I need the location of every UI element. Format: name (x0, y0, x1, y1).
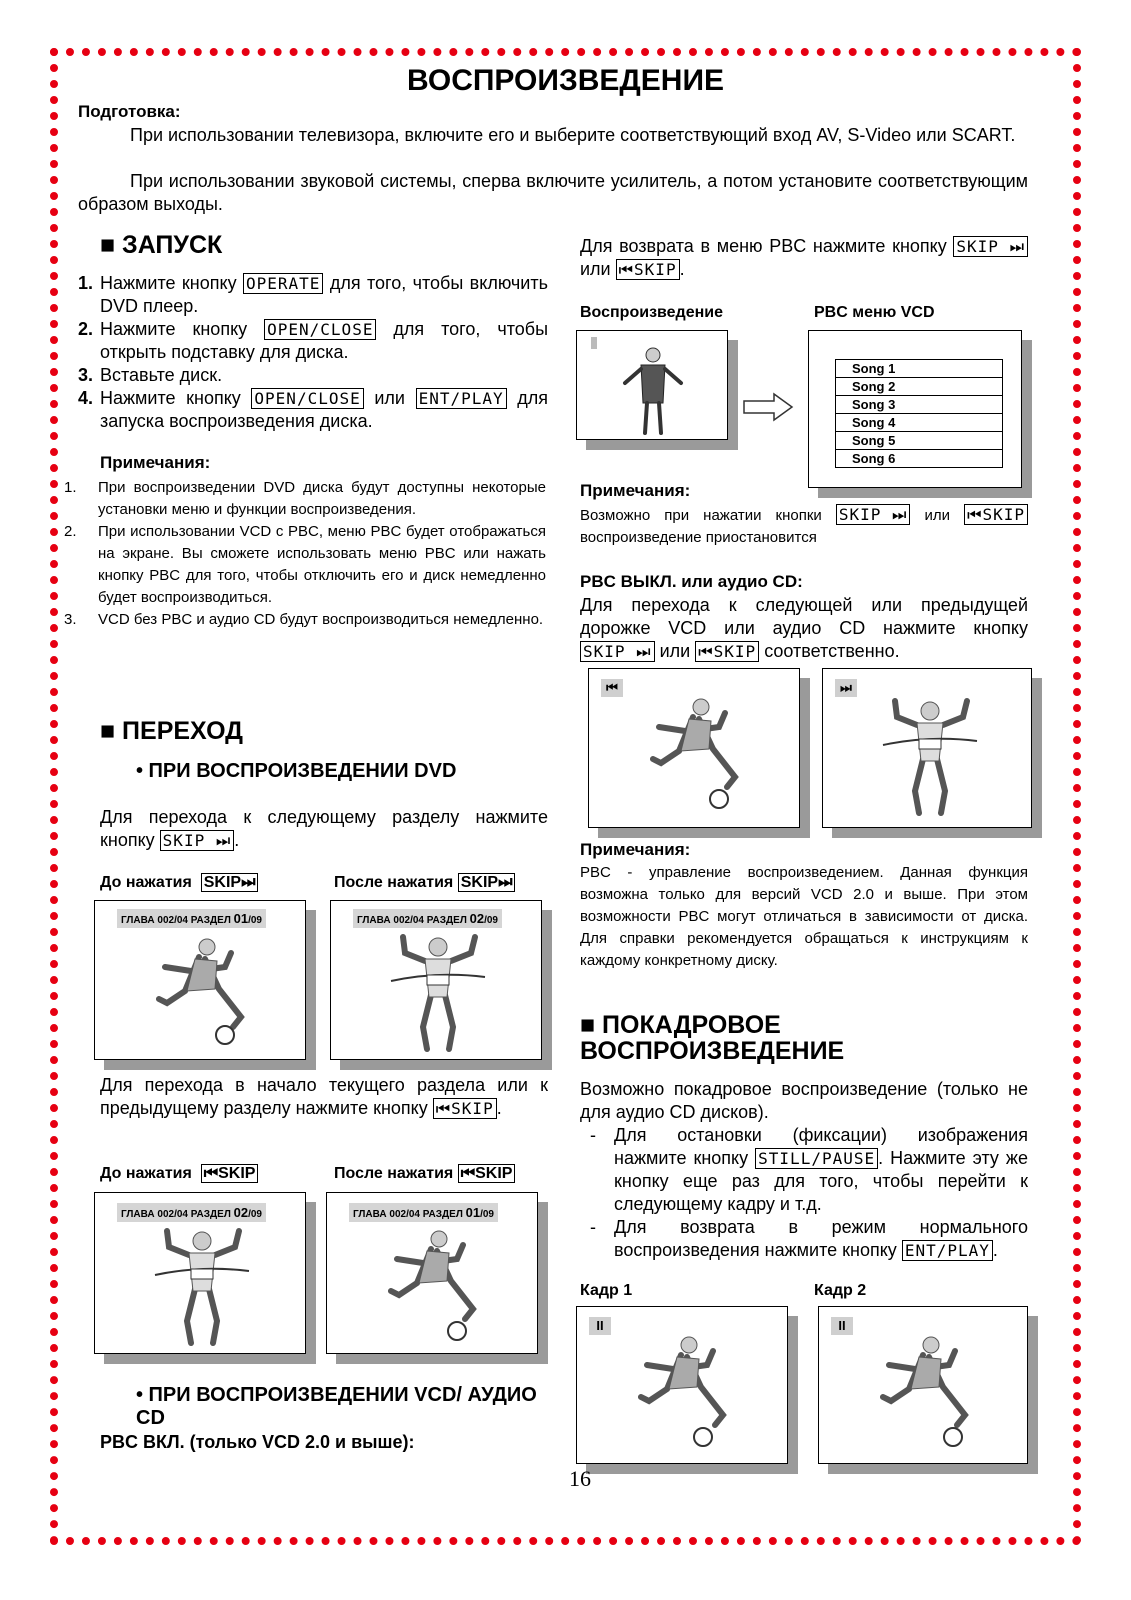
right-note-1: Возможно при нажатии кнопки SKIP ⏭ или ⏮SKIP воспроизведение приостановится (580, 504, 1028, 549)
osd-chapter: ГЛАВА 002/04 РАЗДЕЛ 02/09 (353, 909, 502, 928)
start-heading: ■ ЗАПУСК (100, 231, 223, 259)
pbc-menu-label: PBC меню VCD (814, 304, 935, 321)
after-label-2: После нажатия ⏮SKIP (334, 1165, 515, 1183)
song-item[interactable]: Song 6 (836, 449, 1002, 467)
start-step-2: 2. Нажмите кнопку OPEN/CLOSE для того, чтобы открыть подставку для диска. (78, 319, 549, 362)
frame-item-1: - Для остановки (фиксации) изображения нажмите кнопку STILL/PAUSE . Нажмите эту же кнопку еще раз для того, чтобы перейти к следующему кадру и т.д. (590, 1125, 1028, 1214)
skip-prev-bold-key: ⏮SKIP (458, 1164, 516, 1183)
osd-chapter: ГЛАВА 002/04 РАЗДЕЛ 01/09 (349, 1203, 498, 1222)
page-title: ВОСПРОИЗВЕДЕНИЕ (406, 64, 725, 97)
osd-chapter: ГЛАВА 002/04 РАЗДЕЛ 01/09 (117, 909, 266, 928)
right-notes2-heading: Примечания: (580, 840, 691, 859)
soccer-player-icon (639, 691, 759, 815)
dvd-screen-after-prev (326, 1192, 538, 1354)
skip-next-icon: ⏭ (835, 679, 857, 697)
open-close-key: OPEN/CLOSE (264, 319, 376, 340)
dvd-screen-before-next (94, 900, 306, 1060)
song-item[interactable]: Song 4 (836, 413, 1002, 431)
start-step-1: 1. Нажмите кнопку OPERATE для того, чтобы включить DVD плеер. (78, 273, 548, 316)
arrow-right-icon (742, 392, 794, 422)
frame2-label: Кадр 2 (814, 1282, 867, 1299)
start-step-3: 3. Вставьте диск. (78, 365, 223, 385)
pbc-on-heading: PBC ВКЛ. (только VCD 2.0 и выше): (100, 1432, 415, 1452)
runner-icon (147, 1225, 257, 1349)
frame-text (580, 1078, 1028, 1262)
soccer-player-icon (145, 931, 265, 1051)
skip-heading: ■ ПЕРЕХОД (100, 717, 243, 745)
right-notes-heading: Примечания: (580, 481, 691, 500)
vcd-heading: • ПРИ ВОСПРОИЗВЕДЕНИИ VCD/ АУДИО CD (136, 1384, 537, 1429)
song-item[interactable]: Song 2 (836, 377, 1002, 395)
before-label-2: До нажатия ⏮SKIP (100, 1165, 258, 1183)
dvd-screen-after-next (330, 900, 542, 1060)
vcd-screen-next (822, 668, 1032, 828)
prep-text-1: При использовании телевизора, включите его и выберите соответствующий вход AV, S-Video или SCART. (130, 125, 1016, 145)
ent-play-key: ENT/PLAY (902, 1240, 993, 1261)
page-number: 16 (569, 1466, 591, 1491)
right-notes2-text: PBC - управление воспроизведением. Данная функция возможна только для версий VCD 2.0 и выше. При этом возможности PBC могут отличаться в зависимости от диска. Для справки рекомендуется обращаться к инструкциям к каждому конкретному диску. (580, 864, 1028, 969)
skip-prev-key: ⏮SKIP (695, 641, 759, 662)
frame-heading: ■ ПОКАДРОВОЕ ВОСПРОИЗВЕДЕНИЕ (580, 1011, 845, 1065)
cursor-mark (591, 337, 597, 349)
start-step-4: 4. Нажмите кнопку OPEN/CLOSE или ENT/PLAY для запуска воспроизведения диска. (78, 388, 548, 431)
song-item[interactable]: Song 1 (852, 361, 896, 376)
after-label-1: После нажатия SKIP⏭ (334, 874, 515, 892)
osd-chapter: ГЛАВА 002/04 РАЗДЕЛ 02/09 (117, 1203, 266, 1222)
playback-screen (576, 330, 728, 440)
singer-icon (621, 343, 685, 437)
start-note-1: 1. При воспроизведении DVD диска будут доступны некоторые установки меню и функции воспроизведения. (64, 479, 546, 518)
skip-next-key: SKIP ⏭ (580, 641, 655, 662)
song-list (835, 359, 1003, 468)
dvd-heading: • ПРИ ВОСПРОИЗВЕДЕНИИ DVD (136, 760, 457, 782)
skip-next-bold-key: SKIP⏭ (458, 873, 516, 892)
pbc-off-heading: PBC ВЫКЛ. или аудио CD: (580, 572, 803, 591)
open-close-key: OPEN/CLOSE (251, 388, 363, 409)
start-note-3: 3. VCD без PBC и аудио CD будут воспроизводиться немедленно. (64, 611, 544, 628)
skip-next-bold-key: SKIP⏭ (201, 873, 259, 892)
runner-icon (875, 695, 985, 819)
skip-next-key: SKIP ⏭ (953, 236, 1028, 257)
skip-prev-icon: ⏮ (601, 679, 623, 697)
dvd-prev-text: Для перехода в начало текущего раздела или к предыдущему разделу нажмите кнопку ⏮SKIP . (100, 1075, 548, 1118)
dvd-next-text: Для перехода к следующему разделу нажмите кнопку SKIP ⏭ . (100, 807, 548, 850)
start-notes-heading: Примечания: (100, 453, 211, 472)
frame-item-2: - Для возврата в режим нормального воспроизведения нажмите кнопку ENT/PLAY . (590, 1217, 1028, 1260)
before-label-1: До нажатия SKIP⏭ (100, 874, 258, 892)
still-pause-key: STILL/PAUSE (755, 1148, 878, 1169)
skip-prev-key: ⏮SKIP (964, 504, 1028, 525)
song-item[interactable]: Song 3 (836, 395, 1002, 413)
skip-next-key: SKIP ⏭ (160, 830, 235, 851)
prep-heading: Подготовка: (78, 102, 181, 121)
ent-play-key: ENT/PLAY (416, 388, 507, 409)
soccer-player-icon (869, 1329, 989, 1453)
frame1-screen (576, 1306, 788, 1464)
dvd-screen-before-prev (94, 1192, 306, 1354)
soccer-player-icon (377, 1223, 497, 1347)
frame1-label: Кадр 1 (580, 1282, 633, 1299)
runner-icon (383, 931, 493, 1055)
pbc-menu-screen (808, 330, 1022, 488)
pbc-return-text: Для возврата в меню PBC нажмите кнопку SKIP ⏭ или ⏮SKIP . (580, 235, 1028, 281)
pbc-off-text: Для перехода к следующей или предыдущей дорожке VCD или аудио CD нажмите кнопку SKIP ⏭ или ⏮SKIP соответственно. (580, 595, 1028, 661)
playback-label: Воспроизведение (580, 304, 723, 321)
start-notes (52, 477, 546, 631)
vcd-screen-prev (588, 668, 800, 828)
soccer-player-icon (627, 1329, 747, 1453)
prep-text-2: При использовании звуковой системы, сперва включите усилитель, а потом установите соответствующим образом выходы. (78, 171, 1028, 214)
start-steps (78, 272, 548, 433)
frame2-screen (818, 1306, 1028, 1464)
frame-intro: Возможно покадровое воспроизведение (только не для аудио CD дисков). (580, 1079, 1028, 1122)
skip-prev-bold-key: ⏮SKIP (201, 1164, 259, 1183)
pause-icon: II (831, 1317, 853, 1335)
song-item[interactable]: Song 5 (836, 431, 1002, 449)
pause-icon: II (589, 1317, 611, 1335)
start-note-2: 2. При использовании VCD с PBC, меню PBC будет отображаться на экране. Вы сможете использовать меню PBC или нажать кнопку PBC для того, чтобы отключить его и диск немедленно будет воспроизводиться. (64, 523, 546, 606)
skip-prev-key: ⏮SKIP (616, 259, 680, 280)
skip-prev-key: ⏮SKIP (433, 1098, 497, 1119)
operate-key: OPERATE (243, 273, 323, 294)
skip-next-key: SKIP ⏭ (836, 504, 911, 525)
